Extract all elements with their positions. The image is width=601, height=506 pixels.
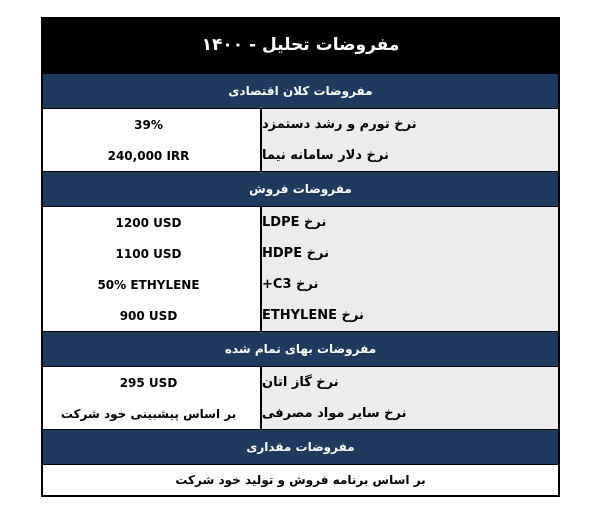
- label-inflation: نرخ تورم و رشد دستمزد: [262, 117, 417, 132]
- table-title: مفروضات تحلیل - ۱۴۰۰: [43, 19, 558, 73]
- section-rows-sales: [43, 207, 558, 331]
- value-ldpe: 1200 USD: [115, 215, 182, 230]
- label-ethylene: نرخ ETHYLENE: [262, 308, 364, 323]
- label-hdpe: نرخ HDPE: [262, 246, 329, 261]
- quantity-basis: بر اساس برنامه فروش و تولید خود شرکت: [43, 465, 558, 495]
- value-ethane-gas: 295 USD: [119, 375, 178, 390]
- value-column: [43, 207, 262, 331]
- value-other-materials: بر اساس پیشبینی خود شرکت: [60, 406, 237, 421]
- label-column: [262, 207, 558, 331]
- value-inflation: 39%: [134, 117, 163, 132]
- label-ethane-gas: نرخ گاز اتان: [262, 375, 339, 390]
- section-header-cost: مفروضات بهای تمام شده: [43, 331, 558, 367]
- value-c3: 50% ETHYLENE: [97, 277, 200, 292]
- section-header-macro: مفروضات کلان اقتصادی: [43, 73, 558, 109]
- value-dollar-rate: 240,000 IRR: [107, 148, 190, 163]
- section-rows-macro: [43, 109, 558, 171]
- label-column: [262, 109, 558, 171]
- value-ethylene: 900 USD: [119, 308, 178, 323]
- label-other-materials: نرخ سایر مواد مصرفی: [262, 406, 407, 421]
- label-column: [262, 367, 558, 429]
- section-rows-cost: [43, 367, 558, 429]
- assumptions-table: [41, 17, 560, 497]
- label-c3: نرخ C3+: [262, 277, 319, 292]
- value-column: [43, 367, 262, 429]
- section-header-quantity: مفروضات مقداری: [43, 429, 558, 465]
- value-hdpe: 1100 USD: [115, 246, 182, 261]
- label-ldpe: نرخ LDPE: [262, 215, 327, 230]
- label-dollar-rate: نرخ دلار سامانه نیما: [262, 148, 389, 163]
- value-column: [43, 109, 262, 171]
- section-header-sales: مفروضات فروش: [43, 171, 558, 207]
